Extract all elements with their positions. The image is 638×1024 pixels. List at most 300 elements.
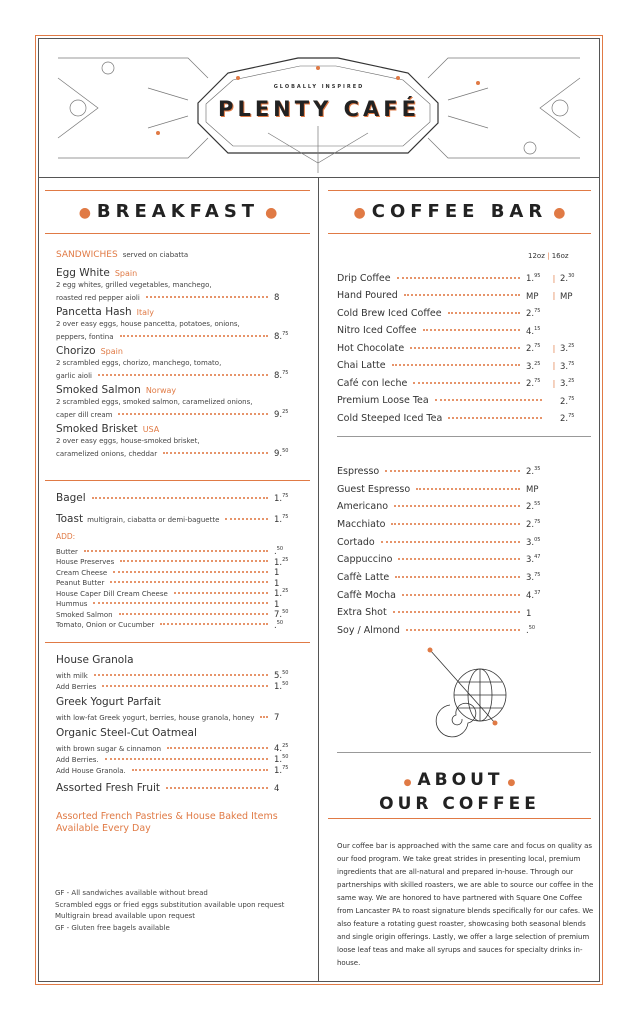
price-cents: 75 <box>568 395 575 402</box>
dot-leader <box>381 541 520 543</box>
column-divider <box>318 178 319 982</box>
sandwich-item <box>56 384 296 420</box>
sandwiches-menu <box>56 250 296 462</box>
menu-row <box>56 782 296 795</box>
item-name: Greek Yogurt Parfait <box>56 696 161 708</box>
coffee-bar-title: ● COFFEE BAR ● <box>353 201 566 222</box>
price-main: 8 <box>274 292 280 303</box>
item-name: with milk <box>56 671 88 680</box>
price-cents: 75 <box>282 514 289 520</box>
price <box>526 622 548 638</box>
price-cents: 25 <box>282 556 289 563</box>
item-name: Guest Espresso <box>337 483 411 495</box>
cafe-name: PLENTY CAFÉ <box>218 97 420 121</box>
item-name: roasted red pepper aioli <box>56 293 140 302</box>
price <box>526 463 548 479</box>
price-main: MP <box>526 291 539 302</box>
size-separator: | <box>552 291 556 301</box>
espresso-menu <box>337 463 582 640</box>
price-cents: 75 <box>534 343 541 349</box>
dot-leader <box>113 571 268 573</box>
price-main: 1. <box>274 557 283 568</box>
item-origin: Norway <box>145 386 177 395</box>
price <box>526 340 548 356</box>
sandwich-item <box>56 423 296 459</box>
item-name: Café con leche <box>337 377 408 389</box>
drink-row <box>337 358 582 376</box>
divider <box>328 233 591 234</box>
menu-row <box>56 407 296 420</box>
price-main: 1 <box>274 578 280 589</box>
price-main: 1 <box>274 599 280 610</box>
dot-leader <box>92 497 268 499</box>
price-main: 4. <box>526 326 535 337</box>
price-main: . <box>274 546 277 557</box>
price <box>560 393 582 409</box>
price <box>560 270 582 286</box>
dot-leader <box>225 518 268 520</box>
price <box>274 329 296 342</box>
dot-leader <box>118 413 268 415</box>
price <box>274 763 296 777</box>
drink-row <box>337 375 582 393</box>
price-main: 1. <box>274 493 283 504</box>
item-title <box>56 384 296 397</box>
price-main: MP <box>560 291 573 302</box>
menu-row <box>56 710 296 721</box>
sandwich-item <box>56 267 296 303</box>
price-main: 2. <box>526 378 535 389</box>
item-title <box>56 267 296 280</box>
note: GF - All sandwiches available without bread <box>55 889 208 897</box>
price-main: 9. <box>274 448 283 459</box>
divider <box>337 436 591 437</box>
dot-leader <box>166 787 268 789</box>
item-title <box>56 345 296 358</box>
item-desc: 2 over easy eggs, house pancetta, potatoes, onions, <box>56 320 240 328</box>
price <box>274 511 296 527</box>
item-name: Smoked Brisket <box>56 423 138 435</box>
item-title <box>56 306 296 319</box>
price-main: 8. <box>274 370 283 381</box>
dot-leader <box>397 277 520 279</box>
price <box>526 288 548 304</box>
size-separator: | <box>552 273 556 283</box>
toast-note: multigrain, ciabatta or demi-baguette <box>87 515 220 524</box>
item-name: Toast <box>56 512 84 525</box>
price-cents: 25 <box>568 378 575 384</box>
price-main: 2. <box>560 396 569 407</box>
size-separator: | <box>552 343 556 353</box>
price <box>560 340 582 356</box>
item-name: garlic aioli <box>56 371 92 380</box>
price <box>526 516 548 532</box>
item-name: Bagel <box>56 491 86 504</box>
menu-row <box>337 498 582 516</box>
price-main: 4. <box>526 590 535 601</box>
drink-row <box>337 340 582 358</box>
item-name: Espresso <box>337 465 380 477</box>
item-name: Smoked Salmon <box>56 384 141 396</box>
dot-leader <box>146 296 268 298</box>
price-cents: 75 <box>568 413 575 419</box>
price-main: 3. <box>526 555 535 566</box>
price <box>526 375 548 391</box>
divider <box>328 190 591 191</box>
price-cents: 25 <box>282 409 289 415</box>
dot-leader <box>84 550 268 552</box>
menu-row <box>337 534 582 552</box>
item-desc: 2 scrambled eggs, chorizo, manchego, tomato, <box>56 359 222 367</box>
item-name: Organic Steel-Cut Oatmeal <box>56 727 197 739</box>
dot-leader <box>98 374 268 376</box>
drink-row <box>337 323 582 341</box>
price-cents: 50 <box>528 625 536 632</box>
price <box>274 618 296 631</box>
price <box>526 358 548 374</box>
dot-leader <box>160 623 268 625</box>
item-name: Nitro Iced Coffee <box>337 325 417 337</box>
dot-leader <box>416 488 520 490</box>
dot-leader <box>174 592 268 594</box>
dot-leader <box>398 558 520 560</box>
price-main: 2. <box>526 343 535 354</box>
price-main: 7 <box>274 712 280 723</box>
price <box>526 534 548 550</box>
item-name: Add House Granola. <box>56 766 126 775</box>
dot-leader <box>393 611 520 613</box>
divider <box>328 818 591 819</box>
item-origin: Spain <box>100 347 123 356</box>
price-cents: 35 <box>534 466 541 472</box>
item-desc: 2 over easy eggs, house-smoked brisket, <box>56 437 200 445</box>
price <box>274 446 296 459</box>
menu-row <box>56 368 296 381</box>
price <box>526 587 548 603</box>
dot-leader <box>167 747 268 749</box>
price-cents: 25 <box>568 343 575 349</box>
menu-row <box>56 741 296 752</box>
menu-row <box>337 551 582 569</box>
item-name: Americano <box>337 501 389 513</box>
menu-row <box>56 290 296 303</box>
dot-leader <box>435 399 542 401</box>
price-main: 1. <box>274 514 283 525</box>
about-text: Our coffee bar is approached with the same care and focus on quality as our food program. We take great strides in presenting local, premium ingredients that are all-natural and prepared in-house. Through our partnerships with skilled roasters, we are able to source our coffee in the same way. We are honored to have partnered with Square One Coffee from Lancaster PA to roast signature blends specifically for our cafes. We also feature a rotating guest roaster, showcasing both seasonal blends and single origin offerings. Lastly, we offer a large selection of premium loose leaf teas and make all syrups and sauces for specialty drinks in-house. <box>337 842 594 967</box>
menu-row <box>56 446 296 459</box>
price-main: 2. <box>560 273 569 284</box>
dot-leader <box>423 329 520 331</box>
menu-row <box>56 555 296 566</box>
item-name: with low-fat Greek yogurt, berries, house granola, honey <box>56 713 255 722</box>
item-name: Macchiato <box>337 518 386 530</box>
menu-row <box>56 511 296 524</box>
price-main: 8. <box>274 331 283 342</box>
menu-row <box>56 668 296 679</box>
price-main: 3. <box>526 361 535 372</box>
item-name: Smoked Salmon <box>56 610 113 619</box>
item-name: Peanut Butter <box>56 579 105 588</box>
price-cents: 75 <box>282 765 289 771</box>
divider <box>45 642 310 643</box>
dot-leader <box>102 685 268 687</box>
item-name: Cold Steeped Iced Tea <box>337 412 443 424</box>
item-origin: Spain <box>114 269 138 278</box>
menu-row <box>337 605 582 623</box>
price-cents: 25 <box>282 743 289 749</box>
item-name: Add Berries <box>56 682 97 691</box>
dot-leader <box>385 470 520 472</box>
price-cents: 37 <box>534 589 541 596</box>
item-name: Hand Poured <box>337 290 398 302</box>
price-cents: 25 <box>534 360 541 367</box>
price-cents: 25 <box>282 588 289 594</box>
drink-row <box>337 270 582 288</box>
dot-leader <box>402 594 520 596</box>
menu-row <box>337 622 582 640</box>
price <box>560 358 582 374</box>
price-cents: 75 <box>534 572 541 579</box>
notes <box>55 888 284 934</box>
price-main: 3. <box>560 361 569 372</box>
note: GF - Gluten free bagels available <box>55 923 170 932</box>
menu-row <box>56 329 296 342</box>
price-main: . <box>274 620 277 631</box>
price-main: 1. <box>526 273 535 284</box>
item-name: Extra Shot <box>337 607 387 619</box>
dot-leader <box>395 576 520 578</box>
price-main: 2. <box>560 413 569 424</box>
dot-leader <box>163 452 268 454</box>
price-main: 3. <box>526 537 535 548</box>
sandwiches-heading <box>56 250 296 261</box>
price-cents: 75 <box>534 308 541 314</box>
price <box>526 498 548 514</box>
price-main: 2. <box>526 466 535 477</box>
price <box>274 710 296 724</box>
menu-row <box>337 587 582 605</box>
menu-row <box>337 569 582 587</box>
item-name: Egg White <box>56 267 110 279</box>
price <box>526 551 548 567</box>
dot-leader <box>110 581 268 583</box>
price-main: 1. <box>274 754 283 765</box>
dot-leader <box>404 294 520 296</box>
dot-leader <box>120 335 268 337</box>
price <box>526 323 548 339</box>
dot-leader <box>448 312 520 314</box>
price <box>274 783 296 794</box>
item-origin: USA <box>142 425 160 434</box>
price-cents: 50 <box>282 681 289 687</box>
tagline: GLOBALLY INSPIRED <box>273 84 365 90</box>
price <box>560 375 582 391</box>
price-main: 4. <box>274 743 283 754</box>
other-breakfast-menu <box>56 652 296 795</box>
item-name: Caffè Latte <box>337 571 390 583</box>
price-main: 2. <box>526 502 535 513</box>
item-desc: 2 egg whites, grilled vegetables, manchego, <box>56 281 212 289</box>
price-main: 3. <box>560 343 569 354</box>
size-separator: | <box>552 378 556 388</box>
price-cents: 05 <box>534 536 541 543</box>
dot-leader <box>391 523 520 525</box>
header <box>38 38 600 178</box>
price-cents: 75 <box>534 378 541 384</box>
item-name: House Caper Dill Cream Cheese <box>56 589 168 598</box>
item-name: Chai Latte <box>337 360 386 372</box>
price-cents: 30 <box>568 273 575 279</box>
price <box>526 305 548 321</box>
item-name: peppers, fontina <box>56 332 114 341</box>
price-main: 1. <box>274 588 283 599</box>
item-name: House Granola <box>56 654 134 666</box>
menu-row <box>337 463 582 481</box>
drink-row <box>337 410 582 428</box>
sandwiches-note: served on ciabatta <box>122 251 189 259</box>
sandwich-item <box>56 345 296 381</box>
note: Multigrain bread available upon request <box>55 912 196 920</box>
price-cents: 75 <box>534 519 541 526</box>
menu-row <box>56 544 296 555</box>
divider <box>337 752 591 753</box>
item-name: Butter <box>56 547 78 556</box>
menu-row <box>56 679 296 690</box>
menu-row <box>337 516 582 534</box>
price <box>274 490 296 506</box>
price-cents: 75 <box>282 370 289 376</box>
price-cents: 75 <box>282 493 289 499</box>
item-name: Cold Brew Iced Coffee <box>337 307 442 319</box>
dot-leader <box>448 417 542 419</box>
price-main: 3. <box>560 378 569 389</box>
price-cents: 75 <box>568 360 575 367</box>
price-cents: 75 <box>282 331 289 337</box>
price-cents: 95 <box>534 273 541 279</box>
price-cents: 55 <box>534 501 541 508</box>
item-name: Add Berries. <box>56 755 99 764</box>
dot-leader <box>132 769 268 771</box>
price-cents: 50 <box>282 670 289 676</box>
item-name: Tomato, Onion or Cucumber <box>56 621 155 630</box>
menu-row <box>337 481 582 499</box>
dot-leader <box>410 347 520 349</box>
price-main: MP <box>526 484 539 495</box>
item-origin: Italy <box>136 308 155 317</box>
item-name: Premium Loose Tea <box>337 395 429 407</box>
price-cents: 50 <box>276 619 284 626</box>
item-name: Hummus <box>56 600 88 609</box>
item-name: caramelized onions, cheddar <box>56 449 158 458</box>
price-cents: 50 <box>282 609 289 615</box>
price <box>526 569 548 585</box>
item-desc: 2 scrambled eggs, smoked salmon, caramelized onions, <box>56 398 253 406</box>
about-title: ● ABOUT ● OUR COFFEE <box>379 770 540 814</box>
dot-leader <box>413 382 520 384</box>
price <box>526 605 548 621</box>
item-name: Hot Chocolate <box>337 342 405 354</box>
price <box>526 481 548 497</box>
menu-row <box>56 490 296 503</box>
dot-leader <box>105 758 268 760</box>
divider <box>45 233 310 234</box>
item-name: Soy / Almond <box>337 625 400 637</box>
dot-leader <box>119 613 268 615</box>
price-main: 1. <box>274 681 283 692</box>
divider <box>45 190 310 191</box>
item-name: Cappuccino <box>337 554 393 566</box>
menu-row <box>56 607 296 618</box>
drink-row <box>337 305 582 323</box>
dot-leader <box>406 629 520 631</box>
price-main: 4 <box>274 784 280 794</box>
item-name: Caffè Mocha <box>337 589 396 601</box>
price <box>560 410 582 426</box>
note: Scrambled eggs or fried eggs substitution available upon request <box>55 900 285 909</box>
price <box>274 407 296 420</box>
item-name: caper dill cream <box>56 410 113 419</box>
drink-row <box>337 393 582 411</box>
price-main: 5. <box>274 670 283 681</box>
size-separator: | <box>552 361 556 371</box>
drink-row <box>337 288 582 306</box>
dot-leader <box>120 560 268 562</box>
price-main: . <box>526 626 529 637</box>
dot-leader <box>93 602 268 604</box>
price <box>560 288 582 304</box>
bagel-toast-menu <box>56 490 296 631</box>
price-main: 1. <box>274 765 283 776</box>
price-main: 2. <box>526 519 535 530</box>
dot-leader <box>392 364 520 366</box>
price-cents: 50 <box>282 754 289 760</box>
add-label: ADD: <box>56 532 76 541</box>
pastries-line: Available Every Day <box>56 823 151 834</box>
breakfast-title: ● BREAKFAST ● <box>78 201 278 222</box>
price-main: 9. <box>274 409 283 420</box>
price <box>274 290 296 303</box>
price-cents: 50 <box>276 546 284 552</box>
price-cents: 47 <box>534 554 541 561</box>
item-name: House Preserves <box>56 558 115 567</box>
item-name: Cream Cheese <box>56 568 108 577</box>
item-name: Chorizo <box>56 345 96 357</box>
price <box>526 270 548 286</box>
pastries-line: Assorted French Pastries & House Baked Items <box>56 811 278 822</box>
price <box>274 368 296 381</box>
dot-leader <box>260 716 268 718</box>
sandwich-item <box>56 306 296 342</box>
item-title <box>56 423 296 436</box>
price-main: 1 <box>526 608 532 619</box>
item-name: Pancetta Hash <box>56 306 132 318</box>
price-cents: 50 <box>282 448 289 454</box>
coffee-menu <box>337 270 582 428</box>
item-name: Assorted Fresh Fruit <box>56 782 161 794</box>
toast-name <box>56 513 219 527</box>
price-main: 7. <box>274 609 283 620</box>
price-main: 2. <box>526 308 535 319</box>
item-name: Drip Coffee <box>337 272 391 284</box>
sandwiches-label: SANDWICHES <box>56 250 118 260</box>
price-main: 3. <box>526 572 535 583</box>
item-name: with brown sugar & cinnamon <box>56 744 162 753</box>
pastries-note <box>56 811 278 835</box>
globe-illustration <box>420 645 520 745</box>
item-name: Cortado <box>337 536 375 548</box>
size-header: 12oz | 16oz <box>528 252 569 260</box>
price <box>274 679 296 693</box>
